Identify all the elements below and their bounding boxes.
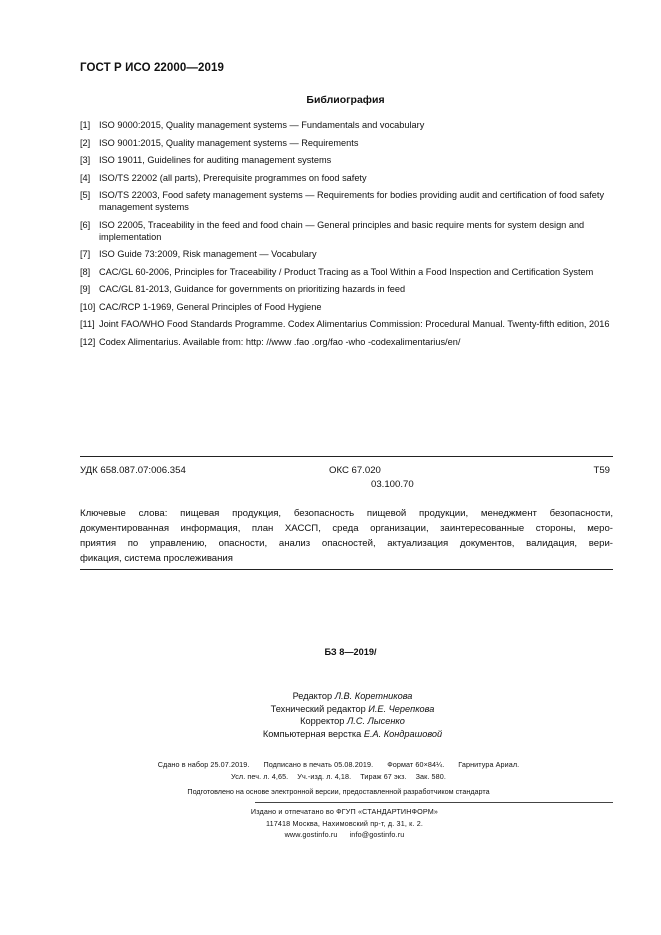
reference-number: [10] — [80, 301, 96, 312]
reference-item — [80, 189, 615, 213]
oks-code: ОКС 67.020 — [329, 465, 381, 476]
reference-item — [80, 154, 615, 166]
reference-number: [9] — [80, 284, 91, 294]
credit-role: Корректор — [300, 716, 345, 727]
reference-item — [80, 219, 615, 243]
submitted-date: Сдано в набор 25.07.2019. — [157, 760, 250, 769]
bibliography-title — [0, 94, 661, 106]
reference-number: [5] — [80, 190, 91, 200]
reference-text: CAC/GL 60-2006, Principles for Traceability / Product Tracing as a Tool Within a Food Inspection and Certification System — [99, 266, 594, 277]
reference-text: ISO 22005, Traceability in the feed and food chain — General principles and basic require ments for system design and implementation — [99, 219, 585, 242]
reference-item — [80, 119, 615, 131]
prepared-note — [0, 787, 661, 797]
reference-text: CAC/RCP 1-1969, General Principles of Food Hygiene — [99, 301, 322, 312]
standard-header: ГОСТ Р ИСО 22000—2019 — [80, 62, 225, 74]
order-number: Зак. 580. — [415, 772, 446, 781]
reference-text: Codex Alimentarius. Available from: http: //www .fao .org/fao -who -codexalimentarius/en/ — [99, 336, 461, 347]
signed-date: Подписано в печать 05.08.2019. — [263, 760, 374, 769]
reference-text: ISO 9000:2015, Quality management systems — Fundamentals and vocabulary — [99, 120, 425, 130]
publisher-block — [0, 806, 661, 841]
typeface: Гарнитура Ариал. — [458, 760, 520, 769]
publisher-site-link[interactable]: www.gostinfo.ru — [284, 830, 338, 839]
credit-role: Редактор — [292, 691, 333, 701]
credit-line — [22, 690, 661, 703]
reference-number: [7] — [80, 249, 91, 259]
publisher-email-link[interactable]: info@gostinfo.ru — [349, 830, 405, 839]
keywords-line: документированная информация, план ХАССП, среда организации, заинтересованные стороны, меро- — [80, 523, 613, 534]
reference-text: CAC/GL 81-2013, Guidance for governments on prioritizing hazards in feed — [99, 284, 406, 294]
reference-item — [80, 266, 615, 278]
oks-code-secondary: 03.100.70 — [371, 479, 414, 490]
reference-number: [1] — [80, 120, 91, 130]
reference-item — [80, 248, 615, 260]
reference-item — [80, 137, 615, 149]
print-run: Тираж 67 экз. — [360, 772, 407, 781]
print-info-line — [8, 759, 661, 771]
reference-number: [4] — [80, 172, 91, 183]
credit-person: Л.В. Коретникова — [334, 691, 413, 701]
credit-role: Компьютерная верстка — [262, 729, 362, 740]
reference-text: ISO/TS 22003, Food safety management systems — Requirements for bodies providing audit and certification of food safety management systems — [99, 190, 605, 212]
credit-person: И.Е. Черепкова — [368, 703, 435, 714]
credit-person: Е.А. Кондрашовой — [363, 729, 443, 740]
reference-number: [12] — [80, 336, 96, 347]
keywords-block — [80, 506, 613, 566]
edition-sheets: Уч.-изд. л. 4,18. — [297, 772, 352, 781]
bibliography-title-text: Библиография — [306, 94, 385, 106]
print-info — [0, 759, 661, 783]
t-code: Т59 — [593, 465, 610, 476]
reference-number: [2] — [80, 137, 91, 148]
divider-top — [80, 456, 613, 457]
divider-publisher — [255, 802, 613, 803]
publisher-name: Издано и отпечатано во ФГУП «СТАНДАРТИНФОРМ» — [250, 807, 439, 816]
reference-number: [3] — [80, 155, 91, 165]
prepared-text: Подготовлено на основе электронной версии, предоставленной разработчиком стандарта — [187, 787, 490, 796]
reference-number: [8] — [80, 266, 91, 277]
credit-line — [22, 728, 661, 741]
reference-text: ISO Guide 73:2009, Risk management — Vocabulary — [99, 249, 317, 259]
reference-text: Joint FAO/WHO Food Standards Programme. Codex Alimentarius Commission: Procedural Manual. Twenty-fifth edition, 2016 — [99, 319, 610, 329]
udk-code: УДК 658.087.07:006.354 — [80, 465, 186, 476]
publisher-address: 117418 Москва, Нахимовский пр-т, д. 31, к. 2. — [265, 818, 424, 828]
credit-role: Технический редактор — [270, 703, 366, 714]
credit-line — [22, 703, 661, 716]
bz-label — [0, 647, 661, 657]
reference-number: [6] — [80, 219, 91, 230]
divider-bottom — [80, 569, 613, 570]
reference-text: ISO 9001:2015, Quality management systems — Requirements — [99, 137, 359, 148]
keywords-line: Ключевые слова: пищевая продукция, безопасность пищевой продукции, менеджмент безопасности, — [80, 508, 613, 519]
reference-text: ISO 19011, Guidelines for auditing management systems — [99, 155, 332, 165]
bz-text: БЗ 8—2019/ — [324, 647, 377, 657]
credit-person: Л.С. Лысенко — [346, 716, 405, 727]
keywords-line: фикация, система прослеживания — [80, 553, 233, 564]
reference-item — [80, 172, 615, 184]
paper-format: Формат 60×84¼. — [387, 760, 445, 769]
reference-number: [11] — [80, 319, 95, 329]
print-info-line — [8, 771, 661, 783]
reference-item — [80, 283, 615, 295]
credits-block — [0, 690, 661, 741]
credit-line — [22, 715, 661, 728]
reference-item — [80, 318, 615, 330]
keywords-line: приятия по управлению, опасности, анализ опасностей, актуализация документов, валидация, вери- — [80, 538, 613, 549]
reference-item — [80, 336, 615, 348]
printed-sheets: Усл. печ. л. 4,65. — [231, 772, 289, 781]
reference-item — [80, 301, 615, 313]
reference-list — [80, 119, 615, 353]
publisher-contacts — [14, 829, 661, 841]
reference-text: ISO/TS 22002 (all parts), Prerequisite programmes on food safety — [99, 172, 367, 183]
